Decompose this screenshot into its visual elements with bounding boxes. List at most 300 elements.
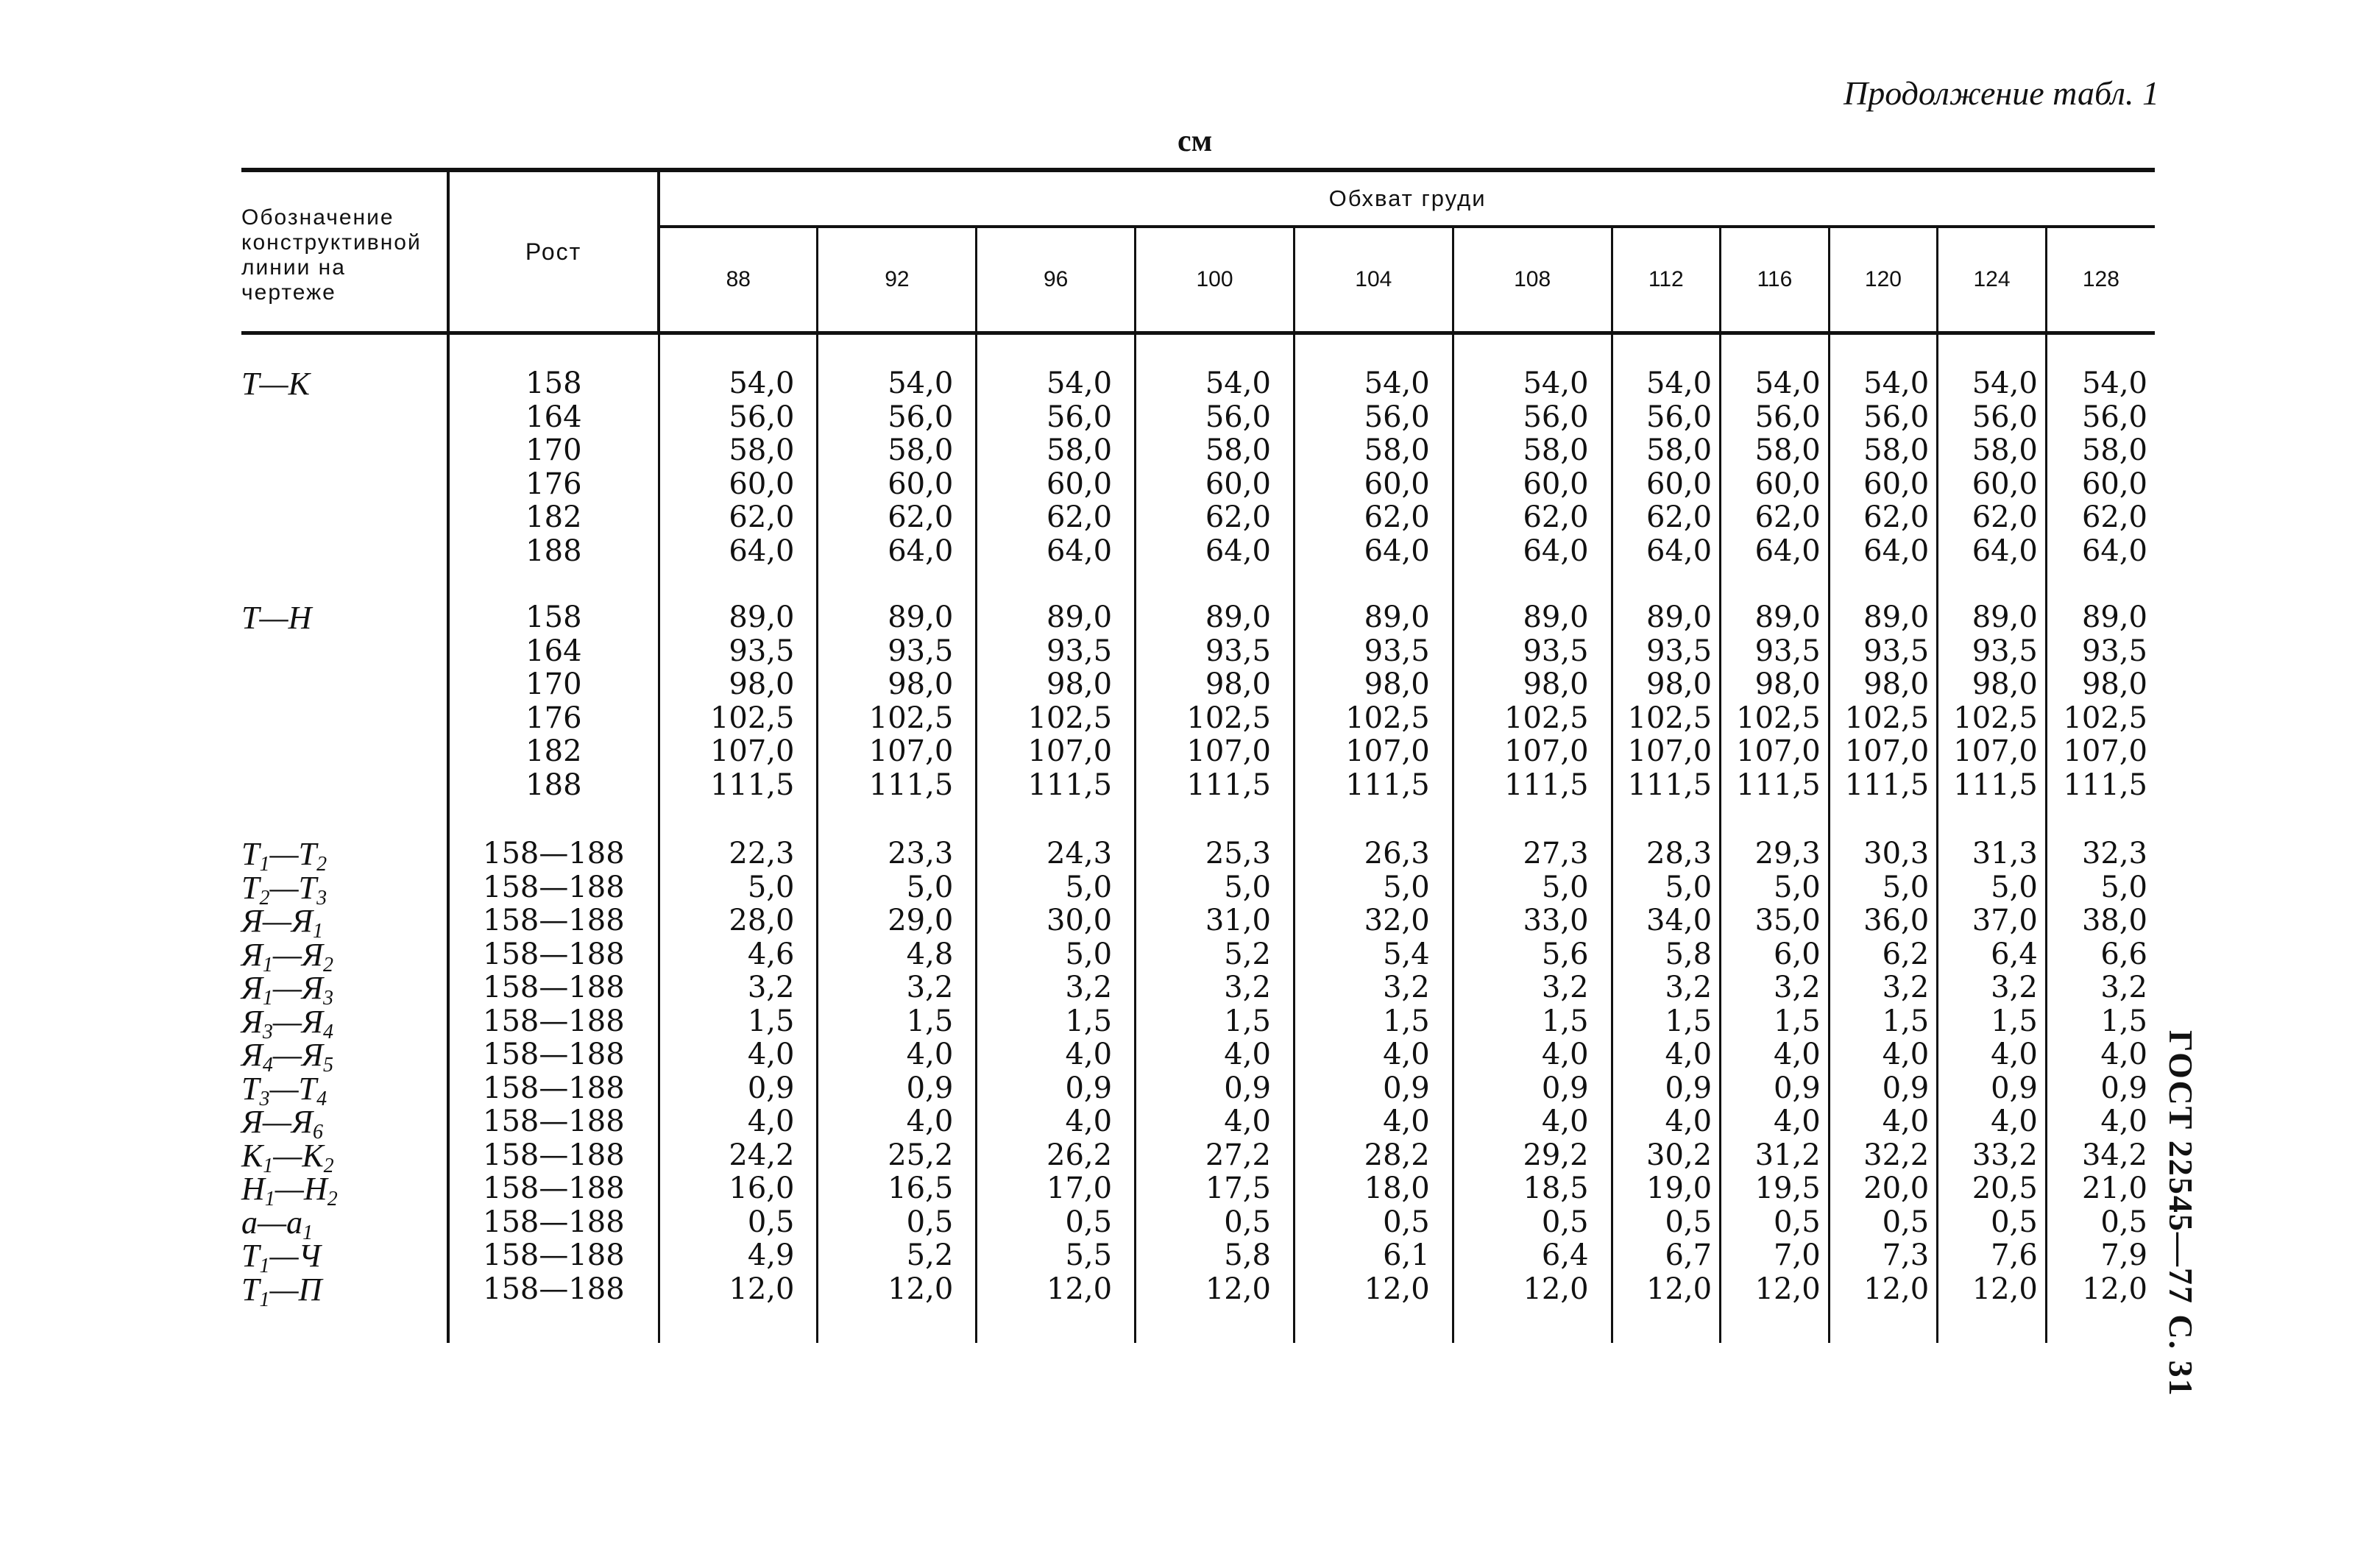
table-value: 3,2: [747, 971, 795, 1004]
table-value: 1,5: [1541, 1004, 1589, 1038]
table-value: 56,0: [2081, 400, 2147, 434]
table-value: 20,5: [1972, 1171, 2038, 1205]
table-value: 93,5: [1863, 634, 1930, 668]
table-value: 60,0: [2081, 467, 2147, 501]
height-value: 158—188: [483, 1104, 625, 1138]
table-value: 58,0: [1863, 433, 1930, 467]
table-value: 102,5: [1345, 701, 1430, 735]
table-value: 0,9: [1383, 1071, 1430, 1105]
value-column-cell: [1136, 568, 1295, 802]
table-value: 98,0: [1364, 667, 1430, 701]
table-value: 58,0: [888, 433, 954, 467]
units-label: см: [1177, 124, 1213, 158]
table-value: 64,0: [1046, 533, 1113, 568]
table-value: 4,8: [906, 937, 954, 971]
table-value: 12,0: [2081, 1272, 2147, 1306]
table-value: 102,5: [1953, 701, 2038, 735]
table-value: 18,5: [1523, 1171, 1589, 1205]
table-value: 89,0: [1523, 600, 1589, 634]
height-value: 158—188: [483, 1138, 625, 1172]
height-value: 158—188: [483, 1071, 625, 1105]
table-value: 4,0: [1774, 1038, 1821, 1071]
height-value: 170: [525, 667, 582, 701]
table-value: 93,5: [729, 634, 795, 668]
height-value: 158—188: [483, 1205, 625, 1239]
table-value: 102,5: [1736, 701, 1821, 735]
chest-size-header: 112: [1612, 227, 1721, 333]
table-value: 0,9: [1991, 1071, 2038, 1105]
table-value: 6,4: [1991, 937, 2038, 971]
table-value: 1,5: [1991, 1004, 2038, 1038]
table-value: 93,5: [2081, 634, 2147, 668]
table-value: 107,0: [1345, 734, 1430, 768]
value-column-cell: [1136, 333, 1295, 569]
table-value: 5,0: [1065, 870, 1113, 904]
line-designation-cell: [241, 568, 448, 802]
header-chest-girth: Обхват груди: [659, 170, 2155, 227]
table-value: 102,5: [1027, 701, 1113, 735]
table-value: 62,0: [1754, 500, 1821, 534]
table-value: 93,5: [1046, 634, 1113, 668]
table-value: 56,0: [1523, 400, 1589, 434]
table-value: 7,3: [1882, 1238, 1930, 1272]
table-value: 89,0: [2081, 600, 2147, 634]
table-value: 26,2: [1046, 1138, 1113, 1172]
line-designation: $Н_1—Н_2$: [241, 1171, 338, 1210]
chest-size-header: 104: [1294, 227, 1453, 333]
value-column-cell: [1721, 568, 1830, 802]
table-value: 7,0: [1774, 1238, 1821, 1272]
table-value: 33,2: [1972, 1138, 2038, 1172]
table-value: 89,0: [888, 600, 954, 634]
table-value: 89,0: [729, 600, 795, 634]
chest-size-header: 96: [977, 227, 1136, 333]
table-value: 98,0: [2081, 667, 2147, 701]
table-value: 7,9: [2100, 1238, 2147, 1272]
table-value: 0,5: [1665, 1205, 1713, 1239]
table-value: 23,3: [888, 837, 954, 870]
table-value: 16,5: [888, 1171, 954, 1205]
table-value: 0,5: [1541, 1205, 1589, 1239]
table-value: 98,0: [1646, 667, 1713, 701]
table-value: 111,5: [1953, 767, 2038, 802]
table-value: 58,0: [1205, 433, 1271, 467]
table-value: 0,5: [1383, 1205, 1430, 1239]
table-value: 4,0: [1065, 1038, 1113, 1071]
height-value: 158—188: [483, 971, 625, 1004]
height-value: 164: [525, 634, 582, 668]
table-value: 4,0: [1882, 1038, 1930, 1071]
table-value: 4,0: [1991, 1104, 2038, 1138]
value-column-cell: [1453, 568, 1612, 802]
value-column-cell: [1294, 802, 1453, 1343]
table-value: 31,2: [1754, 1138, 1821, 1172]
table-group-row: [241, 333, 2155, 569]
chest-size-header: 88: [659, 227, 818, 333]
table-value: 60,0: [1863, 467, 1930, 501]
table-value: 27,3: [1523, 837, 1589, 870]
value-column-cell: [659, 802, 818, 1343]
table-group-row: [241, 802, 2155, 1343]
line-designation: Т—К: [241, 366, 310, 402]
table-value: 64,0: [1863, 533, 1930, 568]
table-value: 102,5: [1186, 701, 1271, 735]
table-value: 0,5: [1991, 1205, 2038, 1239]
table-value: 107,0: [1953, 734, 2038, 768]
table-value: 62,0: [1364, 500, 1430, 534]
table-value: 0,9: [2100, 1071, 2147, 1105]
value-column-cell: [1829, 802, 1938, 1343]
value-column-cell: [2046, 568, 2155, 802]
table-value: 4,9: [747, 1238, 795, 1272]
table-value: 58,0: [1046, 433, 1113, 467]
table-value: 60,0: [1364, 467, 1430, 501]
table-value: 5,0: [1991, 870, 2038, 904]
value-column-cell: [1294, 568, 1453, 802]
table-value: 56,0: [1205, 400, 1271, 434]
table-value: 5,0: [906, 870, 954, 904]
table-value: 4,0: [1665, 1038, 1713, 1071]
value-column-cell: [1136, 802, 1295, 1343]
table-value: 107,0: [1736, 734, 1821, 768]
table-value: 5,0: [747, 870, 795, 904]
table-value: 60,0: [1523, 467, 1589, 501]
table-value: 64,0: [1754, 533, 1821, 568]
height-value: 188: [525, 533, 582, 568]
table-value: 62,0: [1646, 500, 1713, 534]
table-value: 64,0: [2081, 533, 2147, 568]
table-value: 89,0: [1646, 600, 1713, 634]
line-designation-cell: [241, 333, 448, 569]
table-value: 107,0: [1504, 734, 1589, 768]
table-value: 21,0: [2081, 1171, 2147, 1205]
table-value: 58,0: [1972, 433, 2038, 467]
height-value: 158: [525, 366, 582, 400]
table-value: 60,0: [1972, 467, 2038, 501]
height-values-cell: [448, 568, 659, 802]
table-value: 111,5: [2063, 767, 2147, 802]
table-value: 29,0: [888, 904, 954, 937]
height-value: 170: [525, 433, 582, 467]
table-value: 5,5: [1065, 1238, 1113, 1272]
table-value: 98,0: [1523, 667, 1589, 701]
table-value: 89,0: [1754, 600, 1821, 634]
table-value: 4,0: [906, 1104, 954, 1138]
value-column-cell: [977, 568, 1136, 802]
line-designation: $Я—Я_6$: [241, 1104, 323, 1143]
table-value: 5,0: [1774, 870, 1821, 904]
table-value: 64,0: [1972, 533, 2038, 568]
table-value: 3,2: [1065, 971, 1113, 1004]
table-value: 1,5: [1665, 1004, 1713, 1038]
value-column-cell: [1829, 333, 1938, 569]
table-value: 24,3: [1046, 837, 1113, 870]
table-value: 0,9: [747, 1071, 795, 1105]
table-value: 12,0: [1646, 1272, 1713, 1306]
table-value: 0,5: [906, 1205, 954, 1239]
chest-size-header: 124: [1938, 227, 2047, 333]
table-value: 4,0: [1383, 1104, 1430, 1138]
height-value: 158—188: [483, 870, 625, 904]
table-value: 93,5: [1972, 634, 2038, 668]
table-value: 24,2: [729, 1138, 795, 1172]
table-value: 62,0: [2081, 500, 2147, 534]
table-value: 64,0: [888, 533, 954, 568]
table-value: 4,0: [1383, 1038, 1430, 1071]
value-column-cell: [1721, 333, 1830, 569]
value-column-cell: [1938, 333, 2047, 569]
table-value: 5,2: [1224, 937, 1271, 971]
table-value: 111,5: [1186, 767, 1271, 802]
table-value: 25,2: [888, 1138, 954, 1172]
table-value: 64,0: [729, 533, 795, 568]
table-value: 54,0: [2081, 366, 2147, 400]
table-value: 98,0: [729, 667, 795, 701]
table-value: 0,9: [1224, 1071, 1271, 1105]
table-value: 4,0: [1541, 1104, 1589, 1138]
table-value: 5,2: [906, 1238, 954, 1272]
table-value: 5,0: [1882, 870, 1930, 904]
table-value: 4,0: [1224, 1104, 1271, 1138]
table-value: 7,6: [1991, 1238, 2038, 1272]
table-value: 0,5: [1882, 1205, 1930, 1239]
table-value: 89,0: [1364, 600, 1430, 634]
table-value: 0,9: [1665, 1071, 1713, 1105]
table-value: 56,0: [729, 400, 795, 434]
height-value: 158: [525, 600, 582, 634]
table-value: 1,5: [2100, 1004, 2147, 1038]
height-value: 176: [525, 467, 582, 501]
table-value: 6,6: [2100, 937, 2147, 971]
table-value: 30,3: [1863, 837, 1930, 870]
table-value: 60,0: [1754, 467, 1821, 501]
table-value: 31,0: [1205, 904, 1271, 937]
line-designation: $Я_4—Я_5$: [241, 1037, 333, 1077]
table-value: 12,0: [1523, 1272, 1589, 1306]
data-table: [241, 168, 2155, 1343]
chest-size-header: 116: [1721, 227, 1830, 333]
table-value: 4,0: [1774, 1104, 1821, 1138]
value-column-cell: [818, 333, 977, 569]
table-value: 0,9: [1882, 1071, 1930, 1105]
table-value: 29,2: [1523, 1138, 1589, 1172]
table-value: 64,0: [1523, 533, 1589, 568]
table-value: 38,0: [2081, 904, 2147, 937]
table-value: 5,4: [1383, 937, 1430, 971]
table-value: 4,0: [1665, 1104, 1713, 1138]
table-value: 98,0: [1754, 667, 1821, 701]
value-column-cell: [977, 333, 1136, 569]
table-value: 111,5: [1345, 767, 1430, 802]
table-value: 4,0: [747, 1104, 795, 1138]
value-column-cell: [1612, 802, 1721, 1343]
table-value: 58,0: [1523, 433, 1589, 467]
table-value: 54,0: [1646, 366, 1713, 400]
table-value: 4,0: [1882, 1104, 1930, 1138]
table-value: 62,0: [729, 500, 795, 534]
page-header: Продолжение табл. 1: [1844, 74, 2159, 112]
table-value: 62,0: [1205, 500, 1271, 534]
table-value: 6,7: [1665, 1238, 1713, 1272]
table-value: 54,0: [729, 366, 795, 400]
table-value: 93,5: [1364, 634, 1430, 668]
value-column-cell: [2046, 333, 2155, 569]
chest-size-header: 100: [1136, 227, 1295, 333]
line-designation: $Т_1—Ч$: [241, 1238, 321, 1277]
table-value: 102,5: [1627, 701, 1713, 735]
table-value: 17,5: [1205, 1171, 1271, 1205]
table-value: 107,0: [709, 734, 795, 768]
table-value: 12,0: [1863, 1272, 1930, 1306]
height-value: 176: [525, 701, 582, 735]
table-value: 111,5: [1736, 767, 1821, 802]
table-value: 5,0: [1541, 870, 1589, 904]
table-value: 54,0: [1364, 366, 1430, 400]
table-value: 28,3: [1646, 837, 1713, 870]
table-value: 0,5: [1774, 1205, 1821, 1239]
table-value: 102,5: [709, 701, 795, 735]
table-value: 12,0: [1046, 1272, 1113, 1306]
table-value: 37,0: [1972, 904, 2038, 937]
value-column-cell: [1721, 802, 1830, 1343]
header-line-designation: Обозначение конструктивной линии на чертеже: [241, 170, 448, 333]
table-value: 60,0: [1046, 467, 1113, 501]
table-value: 93,5: [1754, 634, 1821, 668]
table-value: 93,5: [888, 634, 954, 668]
table-value: 3,2: [1882, 971, 1930, 1004]
value-column-cell: [1612, 568, 1721, 802]
table-value: 54,0: [1046, 366, 1113, 400]
table-value: 56,0: [1754, 400, 1821, 434]
table-value: 12,0: [1205, 1272, 1271, 1306]
table-value: 5,0: [2100, 870, 2147, 904]
line-designation: $Т_1—Т_2$: [241, 836, 327, 876]
table-value: 58,0: [729, 433, 795, 467]
table-value: 4,0: [1224, 1038, 1271, 1071]
table-value: 89,0: [1863, 600, 1930, 634]
table-value: 6,4: [1541, 1238, 1589, 1272]
table-value: 3,2: [1224, 971, 1271, 1004]
table-value: 111,5: [1627, 767, 1713, 802]
table-value: 111,5: [1027, 767, 1113, 802]
table-value: 4,0: [906, 1038, 954, 1071]
table-value: 4,0: [1991, 1038, 2038, 1071]
table-value: 111,5: [709, 767, 795, 802]
value-column-cell: [1829, 568, 1938, 802]
table-value: 56,0: [1646, 400, 1713, 434]
table-value: 107,0: [868, 734, 954, 768]
table-value: 62,0: [1046, 500, 1113, 534]
height-value: 164: [525, 400, 582, 434]
table-value: 32,2: [1863, 1138, 1930, 1172]
table-value: 89,0: [1205, 600, 1271, 634]
line-designation: $Я_1—Я_2$: [241, 936, 333, 976]
table-value: 102,5: [1504, 701, 1589, 735]
table-group-row: [241, 568, 2155, 802]
chest-size-header: 120: [1829, 227, 1938, 333]
table-value: 4,0: [2100, 1038, 2147, 1071]
table-value: 102,5: [1844, 701, 1930, 735]
side-label: ГОСТ 22545—77 С. 31: [2162, 1030, 2200, 1397]
table-value: 20,0: [1863, 1171, 1930, 1205]
table-value: 12,0: [1972, 1272, 2038, 1306]
table-value: 89,0: [1972, 600, 2038, 634]
table-value: 102,5: [2063, 701, 2147, 735]
height-value: 182: [525, 500, 582, 534]
value-column-cell: [2046, 802, 2155, 1343]
table-value: 5,0: [1224, 870, 1271, 904]
table-value: 62,0: [1863, 500, 1930, 534]
table-value: 62,0: [1523, 500, 1589, 534]
chest-size-header: 92: [818, 227, 977, 333]
table-value: 0,5: [1224, 1205, 1271, 1239]
table-value: 0,9: [1774, 1071, 1821, 1105]
line-designation: $Т_3—Т_4$: [241, 1070, 327, 1110]
value-column-cell: [1453, 802, 1612, 1343]
table-value: 111,5: [868, 767, 954, 802]
table-value: 0,9: [1065, 1071, 1113, 1105]
table-value: 58,0: [1364, 433, 1430, 467]
table-value: 107,0: [1027, 734, 1113, 768]
line-designation: $Т_1—П$: [241, 1271, 322, 1311]
table-value: 1,5: [1224, 1004, 1271, 1038]
chest-size-header: 108: [1453, 227, 1612, 333]
table-value: 4,6: [747, 937, 795, 971]
table-value: 1,5: [1065, 1004, 1113, 1038]
line-designation: $а—а_1$: [241, 1204, 314, 1244]
table-value: 3,2: [906, 971, 954, 1004]
table-value: 27,2: [1205, 1138, 1271, 1172]
line-designation: Т—Н: [241, 600, 312, 636]
table-value: 12,0: [729, 1272, 795, 1306]
table-value: 1,5: [1383, 1004, 1430, 1038]
table-value: 30,0: [1046, 904, 1113, 937]
height-value: 158—188: [483, 1272, 625, 1306]
height-value: 158—188: [483, 1038, 625, 1071]
table-value: 56,0: [1863, 400, 1930, 434]
table-value: 34,0: [1646, 904, 1713, 937]
line-designation: $Я—Я_1$: [241, 903, 323, 943]
value-column-cell: [977, 802, 1136, 1343]
table-value: 98,0: [1046, 667, 1113, 701]
table-value: 107,0: [1627, 734, 1713, 768]
table-value: 12,0: [1364, 1272, 1430, 1306]
value-column-cell: [1612, 333, 1721, 569]
value-column-cell: [1294, 333, 1453, 569]
table-value: 4,0: [1541, 1038, 1589, 1071]
table-value: 16,0: [729, 1171, 795, 1205]
table-value: 5,8: [1665, 937, 1713, 971]
table-value: 64,0: [1205, 533, 1271, 568]
table-value: 4,0: [747, 1038, 795, 1071]
height-value: 158—188: [483, 837, 625, 870]
height-value: 158—188: [483, 1171, 625, 1205]
table-value: 12,0: [888, 1272, 954, 1306]
table-value: 54,0: [1972, 366, 2038, 400]
table-value: 64,0: [1364, 533, 1430, 568]
table-value: 98,0: [1863, 667, 1930, 701]
table-value: 0,5: [1065, 1205, 1113, 1239]
table-value: 36,0: [1863, 904, 1930, 937]
table-value: 22,3: [729, 837, 795, 870]
line-designation-cell: [241, 802, 448, 1343]
value-column-cell: [659, 568, 818, 802]
table-value: 28,0: [729, 904, 795, 937]
table-value: 6,0: [1774, 937, 1821, 971]
table-value: 89,0: [1046, 600, 1113, 634]
table-value: 111,5: [1504, 767, 1589, 802]
height-value: 158—188: [483, 1004, 625, 1038]
